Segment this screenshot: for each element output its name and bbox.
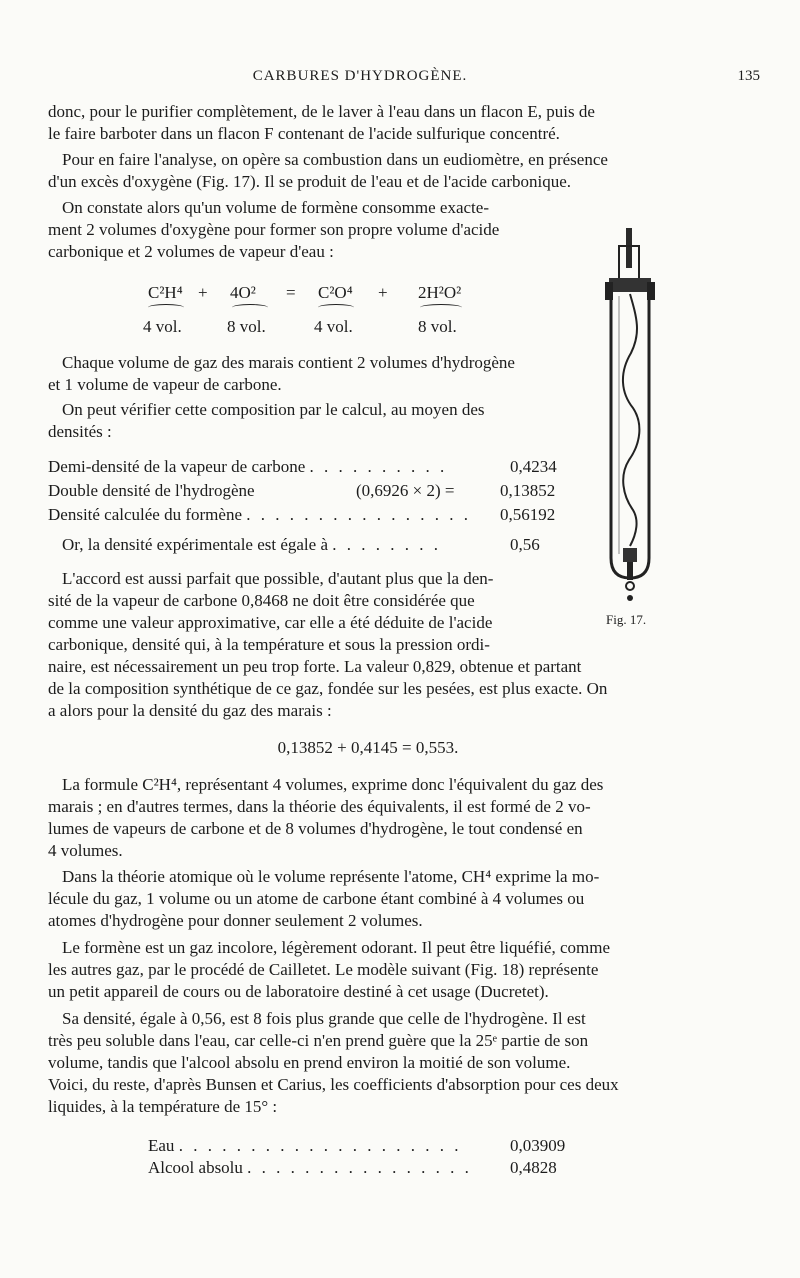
text-line: les autres gaz, par le procédé de Cailletet. Le modèle suivant (Fig. 18) représente [48, 960, 599, 979]
equation-term: C²H⁴ [148, 283, 183, 302]
paragraph-solubility [48, 1008, 688, 1118]
paragraph-atomic-theory [48, 866, 688, 932]
text-line: a alors pour la densité du gaz des marais : [48, 701, 332, 720]
volume-label: 4 vol. [314, 317, 353, 336]
text-line: Voici, du reste, d'après Bunsen et Carius, les coefficients d'absorption pour ces deux [48, 1075, 619, 1094]
page-number: 135 [737, 68, 760, 84]
text-line: Chaque volume de gaz des marais contient 2 volumes d'hydrogène [62, 353, 515, 372]
text-line: naire, est nécessairement un peu trop forte. La valeur 0,829, obtenue et partant [48, 657, 582, 676]
text-line: de la composition synthétique de ce gaz, fondée sur les pesées, est plus exacte. On [48, 679, 608, 698]
equation-term: C²O⁴ [318, 283, 353, 302]
figure-caption: Fig. 17. [606, 612, 647, 627]
dot-leader: . . . . . . . . . . . . . . . . [247, 1158, 472, 1177]
paragraph-agreement [48, 568, 578, 656]
equation-term: 2H²O² [418, 283, 462, 302]
underbrace [420, 304, 462, 311]
text-line: On peut vérifier cette composition par le calcul, au moyen des [62, 400, 485, 419]
row-value: 0,56 [510, 535, 540, 554]
row-value: 0,03909 [510, 1136, 566, 1155]
text-line: sité de la vapeur de carbone 0,8468 ne doit être considérée que [48, 591, 475, 610]
underbrace [318, 304, 354, 311]
table-row [148, 1136, 588, 1158]
text-line: marais ; en d'autres termes, dans la théorie des équivalents, il est formé de 2 vo- [48, 797, 591, 816]
row-label: Densité calculée du formène [48, 505, 242, 524]
text-line: carbonique et 2 volumes de vapeur d'eau : [48, 242, 334, 261]
paragraph-agreement-continued [48, 656, 688, 722]
dot-leader: . . . . . . . . . . . . . . . . . . . . [178, 1136, 462, 1155]
text-line: Pour en faire l'analyse, on opère sa combustion dans un eudiomètre, en présence [62, 150, 608, 169]
text-line: et 1 volume de vapeur de carbone. [48, 375, 282, 394]
text-line: Sa densité, égale à 0,56, est 8 fois plus grande que celle de l'hydrogène. Il est [62, 1009, 586, 1028]
text-line: liquides, à la température de 15° : [48, 1097, 278, 1116]
paragraph-properties [48, 937, 688, 1003]
text-line: le faire barboter dans un flacon F contenant de l'acide sulfurique concentré. [48, 124, 560, 143]
text-line: lumes de vapeurs de carbone et de 8 volumes d'hydrogène, le tout condensé en [48, 819, 583, 838]
paragraph-analysis [48, 149, 688, 193]
text-line: donc, pour le purifier complètement, de le laver à l'eau dans un flacon E, puis de [48, 102, 595, 121]
text-line: carbonique, densité qui, à la température et sous la pression ordi- [48, 635, 490, 654]
row-calculation: (0,6926 × 2) = [356, 481, 455, 500]
table-row [148, 1158, 588, 1180]
row-value: 0,13852 [500, 481, 556, 500]
paragraph-observation [48, 197, 578, 263]
paragraph-verification [48, 399, 578, 443]
row-label: Eau [148, 1136, 175, 1155]
paragraph-purification [48, 101, 688, 145]
equation-operator: + [378, 283, 388, 302]
equation-operator: + [198, 283, 208, 302]
text-line: atomes d'hydrogène pour donner seulement 2 volumes. [48, 911, 423, 930]
table-row [48, 457, 578, 479]
text-line: d'un excès d'oxygène (Fig. 17). Il se produit de l'eau et de l'acide carbonique. [48, 172, 572, 191]
density-sum-formula: 0,13852 + 0,4145 = 0,553. [277, 738, 459, 757]
paragraph-equivalent [48, 774, 688, 862]
text-line: On constate alors qu'un volume de formène consomme exacte- [62, 198, 489, 217]
row-label: Double densité de l'hydrogène [48, 481, 255, 500]
equation-operator: = [286, 283, 296, 302]
text-line: L'accord est aussi parfait que possible, d'autant plus que la den- [62, 569, 494, 588]
underbrace [148, 304, 184, 311]
row-label: Alcool absolu [148, 1158, 243, 1177]
row-value: 0,56192 [500, 505, 556, 524]
running-title: CARBURES D'HYDROGÈNE. [252, 68, 468, 84]
table-row [62, 535, 578, 557]
text-line: La formule C²H⁴, représentant 4 volumes, exprime donc l'équivalent du gaz des [62, 775, 604, 794]
table-row [48, 505, 578, 527]
combustion-equation [138, 283, 518, 343]
row-label: Or, la densité expérimentale est égale à [62, 535, 328, 554]
text-line: un petit appareil de cours ou de laboratoire destiné à cet usage (Ducretet). [48, 982, 549, 1001]
paragraph-volumes [48, 352, 578, 396]
volume-label: 4 vol. [143, 317, 182, 336]
text-line: 4 volumes. [48, 841, 123, 860]
equation-term: 4O² [230, 283, 256, 302]
dot-leader: . . . . . . . . . . . . . . . . [246, 505, 471, 524]
text-line: volume, tandis que l'alcool absolu en prend environ la moitié de son volume. [48, 1053, 571, 1072]
volume-label: 8 vol. [227, 317, 266, 336]
row-value: 0,4234 [510, 457, 557, 476]
text-line: Dans la théorie atomique où le volume représente l'atome, CH⁴ exprime la mo- [62, 867, 600, 886]
row-label: Demi-densité de la vapeur de carbone [48, 457, 306, 476]
text-line: ment 2 volumes d'oxygène pour former son propre volume d'acide [48, 220, 500, 239]
text-line: lécule du gaz, 1 volume ou un atome de carbone étant combiné à 4 volumes ou [48, 889, 585, 908]
text-line: densités : [48, 422, 112, 441]
table-row [48, 481, 578, 503]
text-line: très peu soluble dans l'eau, car celle-ci n'en prend guère que la 25ᵉ partie de son [48, 1031, 589, 1050]
page-header [0, 68, 800, 92]
text-line: comme une valeur approximative, car elle a été déduite de l'acide [48, 613, 493, 632]
row-value: 0,4828 [510, 1158, 557, 1177]
text-line: Le formène est un gaz incolore, légèrement odorant. Il peut être liquéfié, comme [62, 938, 611, 957]
dot-leader: . . . . . . . . [332, 535, 441, 554]
eudiometer-illustration [597, 228, 667, 608]
dot-leader: . . . . . . . . . . [309, 457, 448, 476]
volume-label: 8 vol. [418, 317, 457, 336]
underbrace [232, 304, 268, 311]
